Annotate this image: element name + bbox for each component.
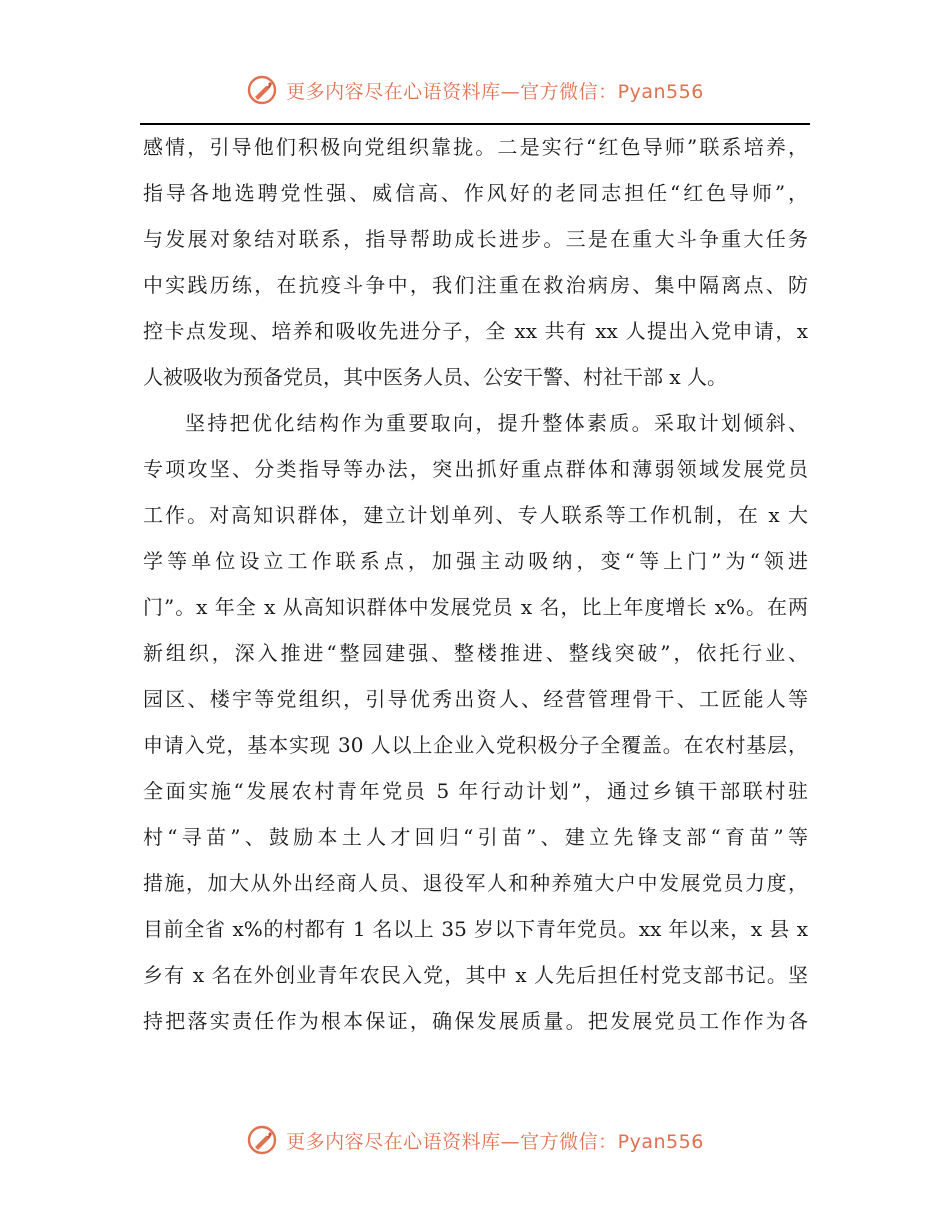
header-banner-text: 更多内容尽在心语资料库—官方微信：Pyan556 bbox=[286, 80, 704, 103]
footer-banner-text: 更多内容尽在心语资料库—官方微信：Pyan556 bbox=[286, 1130, 704, 1153]
body-line: 控卡点发现、培养和吸收先进分子，全 xx 共有 xx 人提出入党申请，x bbox=[143, 319, 808, 343]
body-line: 乡有 x 名在外创业青年农民入党，其中 x 人先后担任村党支部书记。坚 bbox=[143, 963, 808, 987]
body-line: 专项攻坚、分类指导等办法，突出抓好重点群体和薄弱领域发展党员 bbox=[143, 457, 808, 481]
body-line: 门”。x 年全 x 从高知识群体中发展党员 x 名，比上年度增长 x%。在两 bbox=[143, 595, 808, 619]
header-banner bbox=[0, 70, 950, 110]
body-line: 学等单位设立工作联系点，加强主动吸纳，变“等上门”为“领进 bbox=[143, 549, 808, 573]
body-line: 园区、楼宇等党组织，引导优秀出资人、经营管理骨干、工匠能人等 bbox=[143, 687, 808, 711]
body-line: 指导各地选聘党性强、威信高、作风好的老同志担任“红色导师”， bbox=[143, 181, 808, 205]
body-line: 工作。对高知识群体，建立计划单列、专人联系等工作机制，在 x 大 bbox=[143, 503, 808, 527]
pen-nib-logo-icon bbox=[246, 74, 278, 106]
body-line: 中实践历练，在抗疫斗争中，我们注重在救治病房、集中隔离点、防 bbox=[143, 273, 808, 297]
body-line: 新组织，深入推进“整园建强、整楼推进、整线突破”，依托行业、 bbox=[143, 641, 808, 665]
body-line: 申请入党，基本实现 30 人以上企业入党积极分子全覆盖。在农村基层， bbox=[143, 733, 808, 757]
body-line: 村“寻苗”、鼓励本土人才回归“引苗”、建立先锋支部“育苗”等 bbox=[143, 825, 808, 849]
document-body bbox=[143, 124, 808, 1044]
footer-banner bbox=[0, 1120, 950, 1160]
body-line: 目前全省 x%的村都有 1 名以上 35 岁以下青年党员。xx 年以来，x 县 x bbox=[143, 917, 808, 941]
pen-nib-logo-icon bbox=[246, 1124, 278, 1156]
body-line: 与发展对象结对联系，指导帮助成长进步。三是在重大斗争重大任务 bbox=[143, 227, 808, 251]
body-line: 人被吸收为预备党员，其中医务人员、公安干警、村社干部 x 人。 bbox=[143, 365, 727, 389]
body-line: 全面实施“发展农村青年党员 5 年行动计划”，通过乡镇干部联村驻 bbox=[143, 779, 808, 803]
body-line: 感情，引导他们积极向党组织靠拢。二是实行“红色导师”联系培养， bbox=[143, 135, 808, 159]
body-line: 持把落实责任作为根本保证，确保发展质量。把发展党员工作作为各 bbox=[143, 1009, 808, 1033]
body-line-paragraph-start: 坚持把优化结构作为重要取向，提升整体素质。采取计划倾斜、 bbox=[185, 411, 808, 435]
body-line: 措施，加大从外出经商人员、退役军人和种养殖大户中发展党员力度， bbox=[143, 871, 808, 895]
